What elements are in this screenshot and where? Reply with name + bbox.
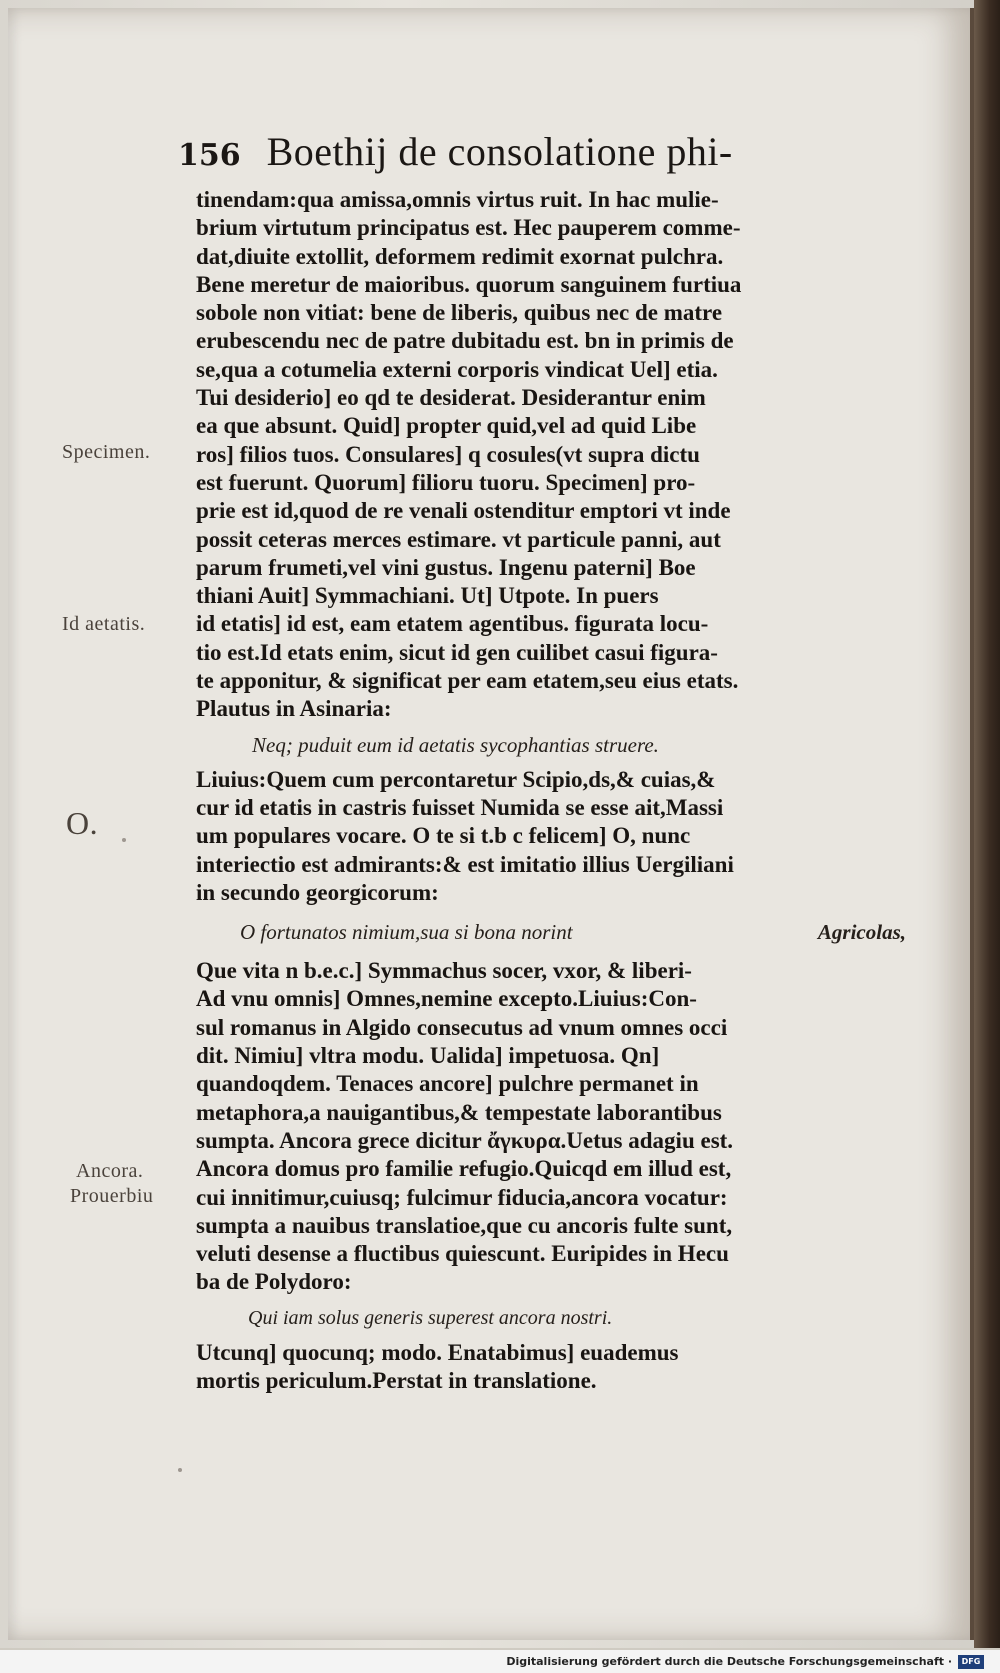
text-line: Tui desiderio] eo qd te desiderat. Desiderantur enim: [196, 385, 706, 411]
text-line: Plautus in Asinaria:: [196, 696, 392, 722]
text-line: Liuius:Quem cum percontaretur Scipio,ds,& cuias,&: [196, 766, 716, 792]
text-line: Ad vnu omnis] Omnes,nemine excepto.Liuius:Con-: [196, 986, 697, 1012]
margin-note-specimen: Specimen.: [62, 441, 151, 463]
text-line: veluti desense a fluctibus quiescunt. Euripides in Hecu: [196, 1241, 729, 1267]
digitization-credit: [0, 1650, 1000, 1673]
text-line: dit. Nimiu] vltra modu. Ualida] impetuosa. Qn]: [196, 1043, 660, 1069]
text-line: dat,diuite extollit, deformem redimit exornat pulchra.: [196, 243, 724, 269]
paragraph-b: [196, 766, 916, 907]
margin-note-prouerbiu: Prouerbiu: [70, 1185, 154, 1207]
margin-note-ancora: Ancora.: [76, 1160, 144, 1182]
paragraph-d: [196, 1339, 916, 1396]
paper-speck: [122, 838, 126, 842]
text-line: tinendam:qua amissa,omnis virtus ruit. In hac mulie-: [196, 187, 719, 212]
text-line: ros] filios tuos. Consulares] q cosules(vt supra dictu: [196, 441, 700, 467]
text-line: est fuerunt. Quorum] filioru tuoru. Specimen] pro-: [196, 469, 696, 495]
text-line: um populares vocare. O te si t.b c felicem] O, nunc: [196, 823, 691, 849]
text-line: prie est id,quod de re venali ostenditur emptori vt inde: [196, 498, 731, 524]
text-line: cur id etatis in castris fuisset Numida se esse ait,Massi: [196, 794, 724, 820]
paragraph-a: [196, 186, 916, 724]
verse-quote-vergil-main: O fortunatos nimium,sua si bona norint: [240, 920, 573, 945]
book-gutter: [974, 0, 1000, 1648]
running-title: Boethij de consolatione phi-: [266, 129, 733, 174]
text-line: sumpta. Ancora grece dicitur ἄγκυρα.Uetus adagiu est.: [196, 1127, 734, 1153]
paper-speck: [178, 1468, 182, 1472]
text-line: parum frumeti,vel vini gustus. Ingenu paterni] Boe: [196, 554, 696, 580]
text-line: possit ceteras merces estimare. vt particule panni, aut: [196, 526, 721, 552]
margin-note-o: O.: [66, 805, 99, 841]
text-line: se,qua a cotumelia externi corporis vindicat Uel] etia.: [196, 356, 718, 382]
margin-note-id-aetatis: Id aetatis.: [62, 613, 146, 635]
paragraph-c: [196, 957, 916, 1297]
text-line: erubescendu nec de patre dubitadu est. bn in primis de: [196, 328, 734, 354]
text-line: sobole non vitiat: bene de liberis, quibus nec de matre: [196, 300, 723, 326]
text-line: Utcunq] quocunq; modo. Enatabimus] euademus: [196, 1339, 679, 1365]
verse-quote-vergil-tail: Agricolas,: [817, 920, 906, 945]
page-number: 156: [178, 138, 241, 173]
text-line: tio est.Id etats enim, sicut id gen cuilibet casui figura-: [196, 639, 718, 665]
text-line: quandoqdem. Tenaces ancore] pulchre permanet in: [196, 1071, 699, 1097]
text-line: te apponitur, & significat per eam etatem,seu eius etats.: [196, 668, 739, 694]
text-line: sul romanus in Algido consecutus ad vnum omnes occi: [196, 1014, 728, 1040]
text-line: ba de Polydoro:: [196, 1269, 352, 1295]
text-line: thiani Auit] Symmachiani. Ut] Utpote. In puers: [196, 583, 659, 609]
commentary-text: [196, 186, 916, 1395]
running-head: [178, 128, 938, 175]
text-line: interiectio est admirants:& est imitatio illius Uergiliani: [196, 851, 734, 877]
text-line: cui innitimur,cuiusq; fulcimur fiducia,ancora vocatur:: [196, 1184, 728, 1210]
verse-quote-euripides: Qui iam solus generis superest ancora nostri.: [248, 1306, 613, 1329]
text-line: brium virtutum principatus est. Hec pauperem comme-: [196, 215, 741, 241]
text-line: ea que absunt. Quid] propter quid,vel ad quid Libe: [196, 413, 697, 439]
dfg-logo: DFG: [958, 1655, 984, 1669]
text-line: Ancora domus pro familie refugio.Quicqd em illud est,: [196, 1156, 732, 1182]
text-line: mortis periculum.Perstat in translatione.: [196, 1367, 597, 1393]
verse-quote-plautus: Neq; puduit eum id aetatis sycophantias struere.: [252, 732, 659, 757]
text-line: Que vita n b.e.c.] Symmachus socer, vxor, & liberi-: [196, 958, 692, 984]
verse-quote-vergil: [196, 917, 916, 947]
text-line: in secundo georgicorum:: [196, 879, 439, 905]
credit-text: Digitalisierung gefördert durch die Deutsche Forschungsgemeinschaft ·: [506, 1655, 952, 1668]
text-line: sumpta a nauibus translatioe,que cu ancoris fulte sunt,: [196, 1212, 733, 1238]
text-line: Bene meretur de maioribus. quorum sanguinem furtiua: [196, 271, 742, 297]
text-line: id etatis] id est, eam etatem agentibus. figurata locu-: [196, 611, 709, 637]
text-line: metaphora,a nauigantibus,& tempestate laborantibus: [196, 1099, 722, 1125]
